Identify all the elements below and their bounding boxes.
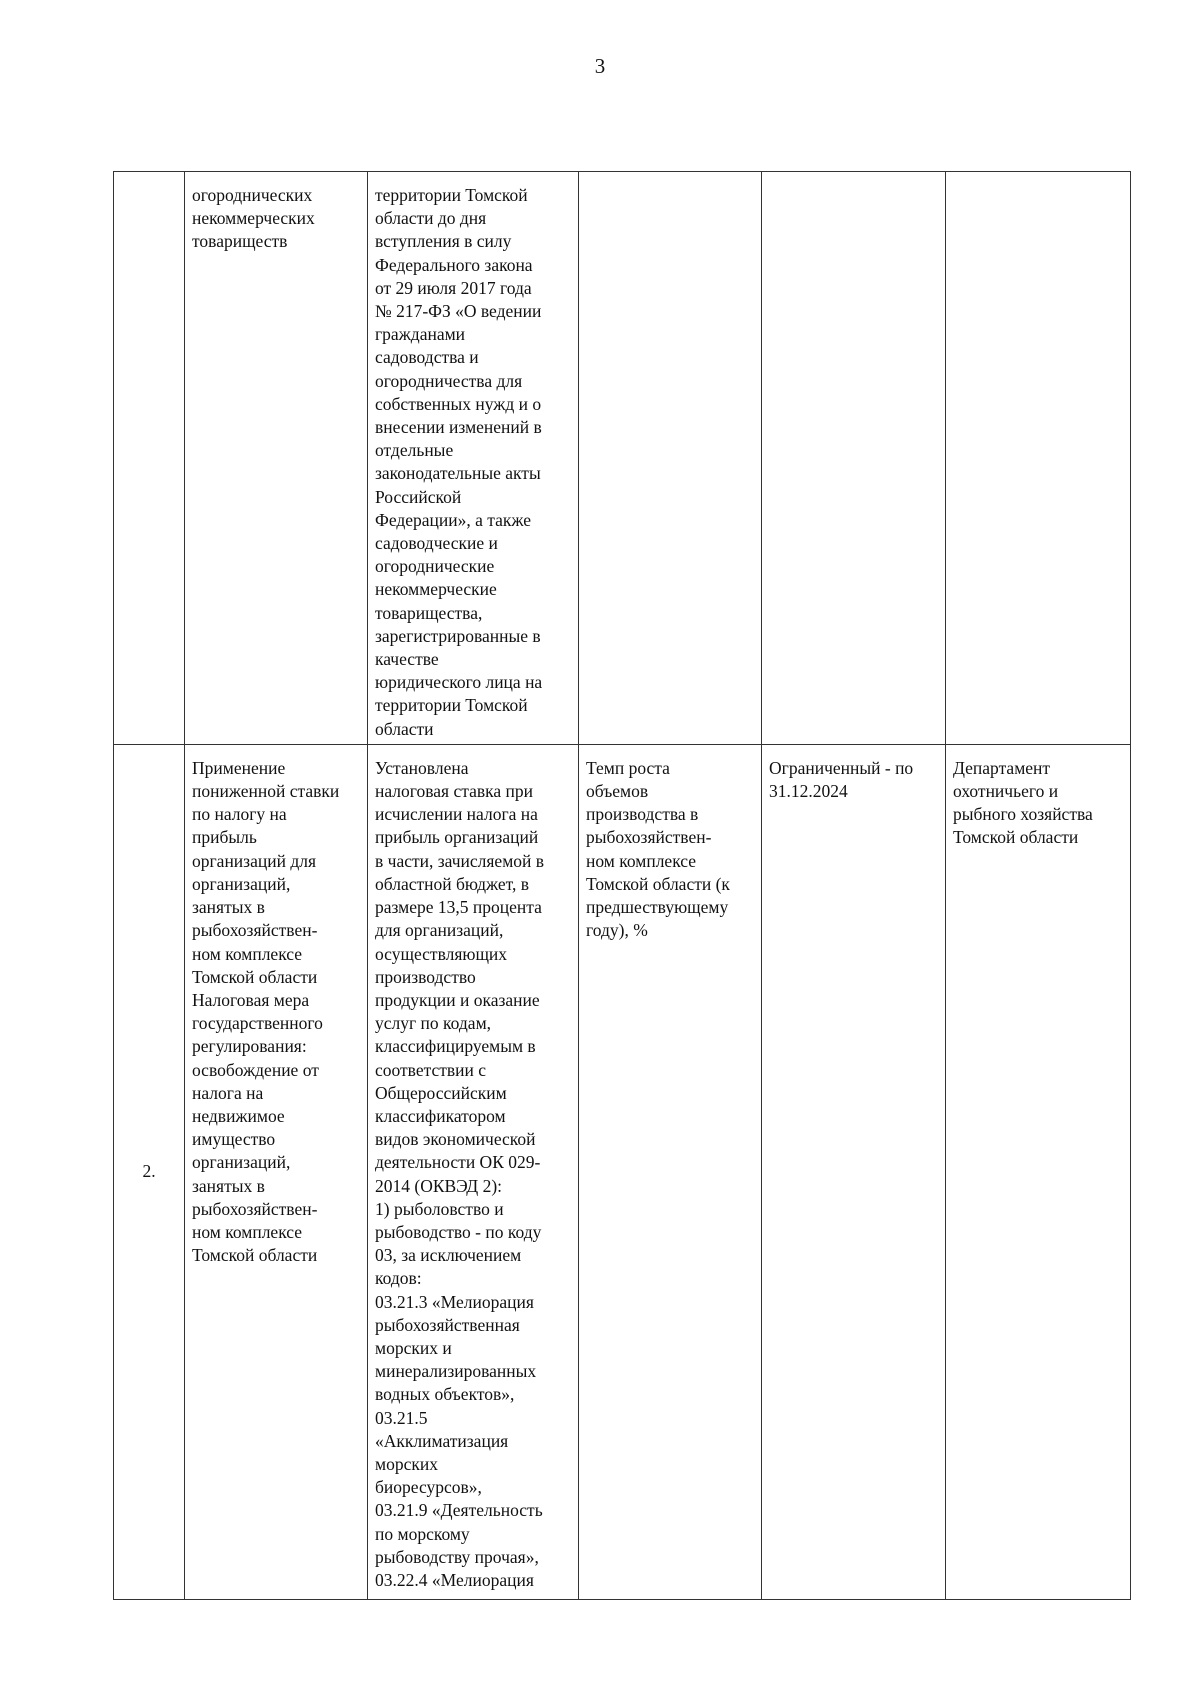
conditions-cell: территории Томской области до дня вступления в силу Федерального закона от 29 июля 2017 года № 217-ФЗ «О ведении гражданами садоводства и огородничества для собственных нужд и о внесении изменений в отдельные законодательные акты Российской Федерации», а также садоводческие и огороднические некоммерческие товарищества, зарегистрированные в качестве юридического лица на территории Томской области bbox=[368, 172, 579, 745]
curator-cell: Департамент охотничьего и рыбного хозяйства Томской области bbox=[946, 744, 1131, 1599]
table-row bbox=[114, 744, 1131, 1599]
measure-cell: огороднических некоммерческих товариществ bbox=[185, 172, 368, 745]
term-cell bbox=[762, 172, 946, 745]
table-row bbox=[114, 172, 1131, 745]
term-cell: Ограниченный - по 31.12.2024 bbox=[762, 744, 946, 1599]
tax-measures-table bbox=[113, 171, 1131, 1600]
conditions-cell: Установлена налоговая ставка при исчислении налога на прибыль организаций в части, зачисляемой в областной бюджет, в размере 13,5 процента для организаций, осуществляющих производство продукции и оказание услуг по кодам, классифицируемым в соответствии с Общероссийским классификатором видов экономической деятельности ОК 029- 2014 (ОКВЭД 2): 1) рыболовство и рыбоводство - по коду 03, за исключением кодов: 03.21.3 «Мелиорация рыбохозяйственная морских и минерализированных водных объектов», 03.21.5 «Акклиматизация морских биоресурсов», 03.21.9 «Деятельность по морскому рыбоводству прочая», 03.22.4 «Мелиорация bbox=[368, 744, 579, 1599]
measure-cell: Применение пониженной ставки по налогу на прибыль организаций для организаций, занятых в рыбохозяйствен- ном комплексе Томской области Налоговая мера государственного регулирования: освобождение от налога на недвижимое имущество организаций, занятых в рыбохозяйствен- ном комплексе Томской области bbox=[185, 744, 368, 1599]
indicator-cell bbox=[579, 172, 762, 745]
row-number-cell bbox=[114, 172, 185, 745]
row-number-cell: 2. bbox=[114, 744, 185, 1599]
page-number: 3 bbox=[594, 54, 606, 78]
indicator-cell: Темп роста объемов производства в рыбохозяйствен- ном комплексе Томской области (к предшествующему году), % bbox=[579, 744, 762, 1599]
curator-cell bbox=[946, 172, 1131, 745]
